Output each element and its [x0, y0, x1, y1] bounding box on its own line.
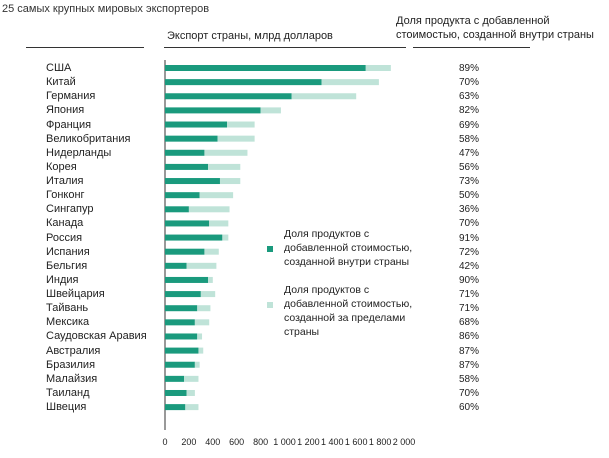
bar-foreign [189, 206, 230, 212]
bar-domestic [165, 220, 209, 226]
bar-foreign [195, 319, 209, 325]
bar-foreign [197, 333, 202, 339]
x-tick-label: 800 [253, 437, 269, 447]
bar-domestic [165, 291, 201, 297]
bar-domestic [165, 65, 366, 71]
share-value: 73% [459, 176, 480, 188]
country-label: Россия [46, 231, 83, 244]
bar-domestic [165, 390, 187, 396]
bar-foreign [204, 249, 218, 255]
bar-foreign [201, 291, 215, 297]
bar-foreign [208, 164, 240, 170]
share-value: 72% [459, 246, 480, 258]
bar-foreign [222, 235, 228, 241]
bar-domestic [165, 362, 195, 368]
bar-domestic [165, 376, 184, 382]
share-value: 71% [459, 303, 480, 315]
x-tick-label: 600 [229, 437, 245, 447]
bar-domestic [165, 277, 208, 283]
country-label: Бразилия [46, 358, 96, 371]
bar-foreign [187, 390, 195, 396]
bar-foreign [200, 192, 233, 198]
bar-domestic [165, 93, 292, 99]
bar-domestic [165, 235, 222, 241]
share-value: 69% [459, 119, 480, 131]
share-value: 60% [459, 402, 480, 414]
country-label: Австралия [46, 344, 101, 357]
share-value: 71% [459, 289, 480, 301]
country-label: Испания [46, 245, 90, 258]
x-tick-label: 2 000 [392, 437, 416, 447]
country-label: Саудовская Аравия [46, 330, 147, 343]
x-tick-label: 200 [181, 437, 197, 447]
bar-foreign [197, 305, 210, 311]
bar-domestic [165, 249, 204, 255]
bar-domestic [165, 192, 200, 198]
bar-domestic [165, 79, 322, 85]
country-label: Япония [46, 104, 85, 117]
bar-foreign [208, 277, 213, 283]
bar-foreign [184, 376, 198, 382]
share-value: 90% [459, 274, 480, 286]
bar-domestic [165, 319, 195, 325]
bar-foreign [198, 348, 203, 354]
bar-domestic [165, 150, 204, 156]
bar-foreign [220, 178, 240, 184]
country-label: Корея [46, 160, 77, 173]
country-label: Мексика [46, 316, 90, 329]
x-tick-label: 0 [162, 437, 168, 447]
x-tick-label: 1 400 [321, 437, 344, 447]
share-value: 68% [459, 317, 480, 329]
bar-foreign [227, 122, 254, 128]
bar-foreign [292, 93, 357, 99]
share-value: 86% [459, 331, 480, 343]
chart-title: 25 самых крупных мировых экспортеров [2, 3, 210, 15]
share-value: 36% [459, 204, 480, 216]
bar-foreign [185, 404, 198, 410]
country-label: Малайзия [46, 372, 98, 385]
x-tick-label: 1 600 [344, 437, 368, 447]
share-value: 87% [459, 359, 480, 371]
country-label: Тайвань [46, 302, 89, 315]
country-label: Индия [46, 273, 79, 286]
share-value: 47% [459, 147, 480, 159]
share-value: 91% [459, 232, 480, 244]
country-label: Таиланд [46, 386, 90, 399]
share-value: 58% [459, 133, 480, 145]
legend-label-foreign: Доля продуктов с добавленной стоимостью, созданной за пределами страны [284, 284, 413, 338]
bar-domestic [165, 107, 261, 113]
share-value: 42% [459, 260, 480, 272]
share-value: 70% [459, 387, 480, 399]
bar-foreign [218, 136, 255, 142]
share-value: 58% [459, 373, 480, 385]
legend-swatch-domestic [267, 246, 273, 252]
bar-domestic [165, 206, 189, 212]
bar-domestic [165, 333, 197, 339]
country-label: Италия [46, 175, 84, 188]
share-value: 56% [459, 161, 480, 173]
bar-domestic [165, 305, 197, 311]
bar-foreign [195, 362, 200, 368]
bar-domestic [165, 122, 227, 128]
country-label: Бельгия [46, 259, 88, 272]
country-label: Нидерланды [46, 146, 112, 159]
country-label: США [46, 62, 72, 74]
bar-domestic [165, 164, 208, 170]
bar-domestic [165, 263, 187, 269]
x-tick-label: 400 [205, 437, 221, 447]
country-label: Гонконг [46, 189, 85, 202]
bar-foreign [204, 150, 247, 156]
bar-domestic [165, 348, 198, 354]
share-value: 89% [459, 63, 480, 74]
share-value: 50% [459, 190, 480, 202]
bar-domestic [165, 178, 220, 184]
country-label: Швейцария [46, 288, 105, 301]
country-label: Швеция [46, 401, 87, 414]
x-tick-label: 1 800 [368, 437, 392, 447]
bar-domestic [165, 404, 185, 410]
x-axis-header: Экспорт страны, млрд долларов [167, 30, 333, 42]
country-label: Германия [46, 90, 96, 103]
bar-foreign [187, 263, 217, 269]
bar-foreign [261, 107, 281, 113]
share-value: 87% [459, 345, 480, 357]
legend-label-domestic: Доля продуктов с добавленной стоимостью, созданной внутри страны [284, 228, 413, 268]
share-value: 70% [459, 218, 480, 230]
share-value: 82% [459, 105, 480, 117]
bar-domestic [165, 136, 218, 142]
share-value: 63% [459, 91, 480, 103]
bar-foreign [366, 65, 391, 71]
country-label: Франция [46, 118, 92, 131]
legend-swatch-foreign [267, 302, 273, 308]
share-column-header: Доля продукта с добавленной стоимостью, созданной внутри страны [396, 15, 594, 41]
country-label: Китай [46, 76, 76, 89]
x-tick-label: 1 200 [297, 437, 320, 447]
bar-foreign [322, 79, 379, 85]
country-label: Сингапур [46, 203, 94, 216]
country-label: Канада [46, 217, 84, 230]
share-value: 70% [459, 77, 480, 89]
bar-foreign [209, 220, 228, 226]
country-label: Великобритания [46, 132, 131, 145]
x-tick-label: 1 000 [273, 437, 296, 447]
